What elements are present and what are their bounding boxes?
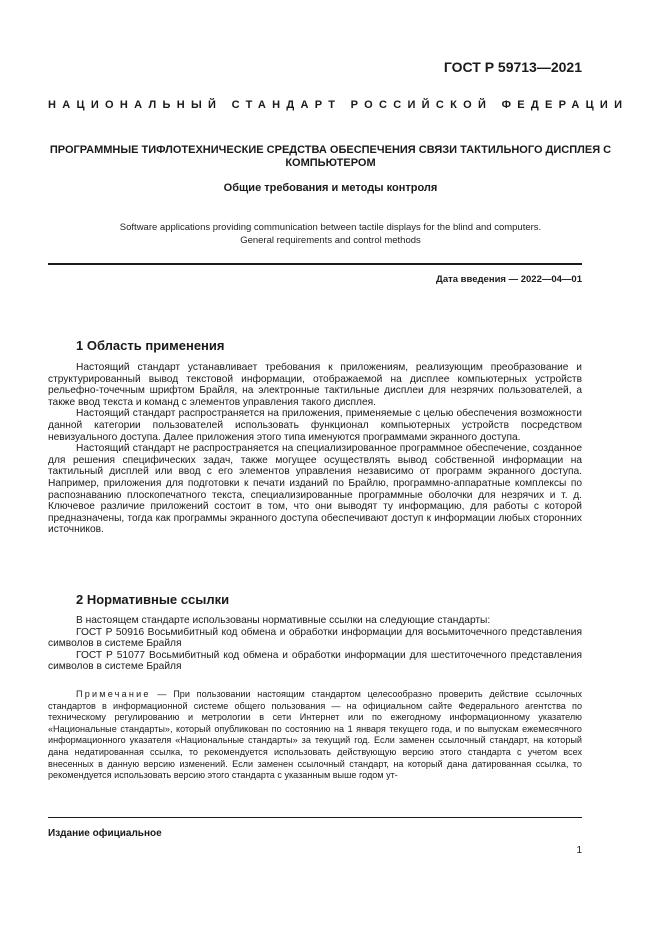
paragraph: Настоящий стандарт устанавливает требования к приложениям, реализующим преобразование и структурированный вывод текстовой информации, отображаемой на дисплее компьютерных устройств рельефно-точечным шрифтом Брайля, на электронные тактильные дисплеи для незрячих пользователей, а также ввод текста и команд с элементов управления такого дисплея. — [48, 362, 582, 408]
introduction-date: Дата введения — 2022—04—01 — [436, 274, 582, 285]
section-heading-scope: 1 Область применения — [76, 338, 225, 353]
section-body-normative-references — [48, 615, 582, 673]
section-heading-normative-references: 2 Нормативные ссылки — [76, 592, 230, 607]
reference-item: ГОСТ Р 51077 Восьмибитный код обмена и обработки информации для шеститочечного представления символов в системе Брайля — [48, 649, 582, 673]
footer-divider — [48, 817, 582, 818]
page-number: 1 — [576, 845, 582, 856]
note-text: — При пользовании настоящим стандартом целесообразно проверить действие ссылочных стандартов в информационной системе общего пользования — на официальном сайте Федерального агентства по техническому регулированию и метрологии в сети Интернет или по ежегодному информационному указателю «Национальные стандарты», который опубликован по состоянию на 1 января текущего года, и по выпускам ежемесячного информационного указателя «Национальные стандарты» за текущий год. Если заменен ссылочный стандарт, на который дана недатированная ссылка, то рекомендуется использовать действующую версию этого стандарта с учетом всех внесенных в данную версию изменений. Если заменен ссылочный стандарт, на который дана датированная ссылка, то рекомендуется использовать версию этого стандарта с указанным выше годом ут- — [48, 689, 582, 781]
note-label: Примечание — [76, 689, 151, 699]
paragraph: В настоящем стандарте использованы нормативные ссылки на следующие стандарты: — [76, 615, 491, 626]
document-subtitle: Общие требования и методы контроля — [223, 182, 438, 194]
english-title-line-1: Software applications providing communication between tactile displays for the blind and computers. — [119, 222, 542, 233]
english-title-line-2: General requirements and control methods — [240, 235, 421, 246]
reference-item: ГОСТ Р 50916 Восьмибитный код обмена и обработки информации для восьмиточечного представления символов в системе Брайля — [48, 626, 582, 650]
official-edition-label: Издание официальное — [48, 828, 162, 839]
document-code: ГОСТ Р 59713—2021 — [443, 59, 582, 75]
paragraph: Настоящий стандарт не распространяется на специализированное программное обеспечение, созданное для решения специфических задач, также могущее осуществлять вывод собственной информации на тактильный дисплей или ввод с его элементов управления независимо от программ экранного доступа. Например, приложения для подготовки к печати изданий по Брайлю, программно-аппаратные комплексы по распознаванию плоскопечатного текста, специализированные программные оболочки для незрячих и т. д. Ключевое различие приложений состоит в том, что они выводят ту информацию, для работы с которой предназначены, тогда как программы экранного доступа обеспечивают доступ к информации любых сторонних источников. — [48, 443, 582, 536]
header-divider — [48, 263, 582, 265]
english-title — [48, 221, 613, 247]
document-title: ПРОГРАММНЫЕ ТИФЛОТЕХНИЧЕСКИЕ СРЕДСТВА ОБЕСПЕЧЕНИЯ СВЯЗИ ТАКТИЛЬНОГО ДИСПЛЕЯ С КОМПЬЮТЕРОМ — [49, 144, 612, 169]
section-body-scope — [48, 362, 582, 536]
paragraph: Настоящий стандарт распространяется на приложения, применяемые с целью обеспечения возможности данной категории пользователей использовать функционал компьютерных устройств посредством невизуального доступа. Далее приложения этого типа именуются программами экранного доступа. — [48, 408, 582, 443]
note — [48, 689, 582, 782]
national-standard-heading: НАЦИОНАЛЬНЫЙ СТАНДАРТ РОССИЙСКОЙ ФЕДЕРАЦИИ — [48, 99, 629, 111]
